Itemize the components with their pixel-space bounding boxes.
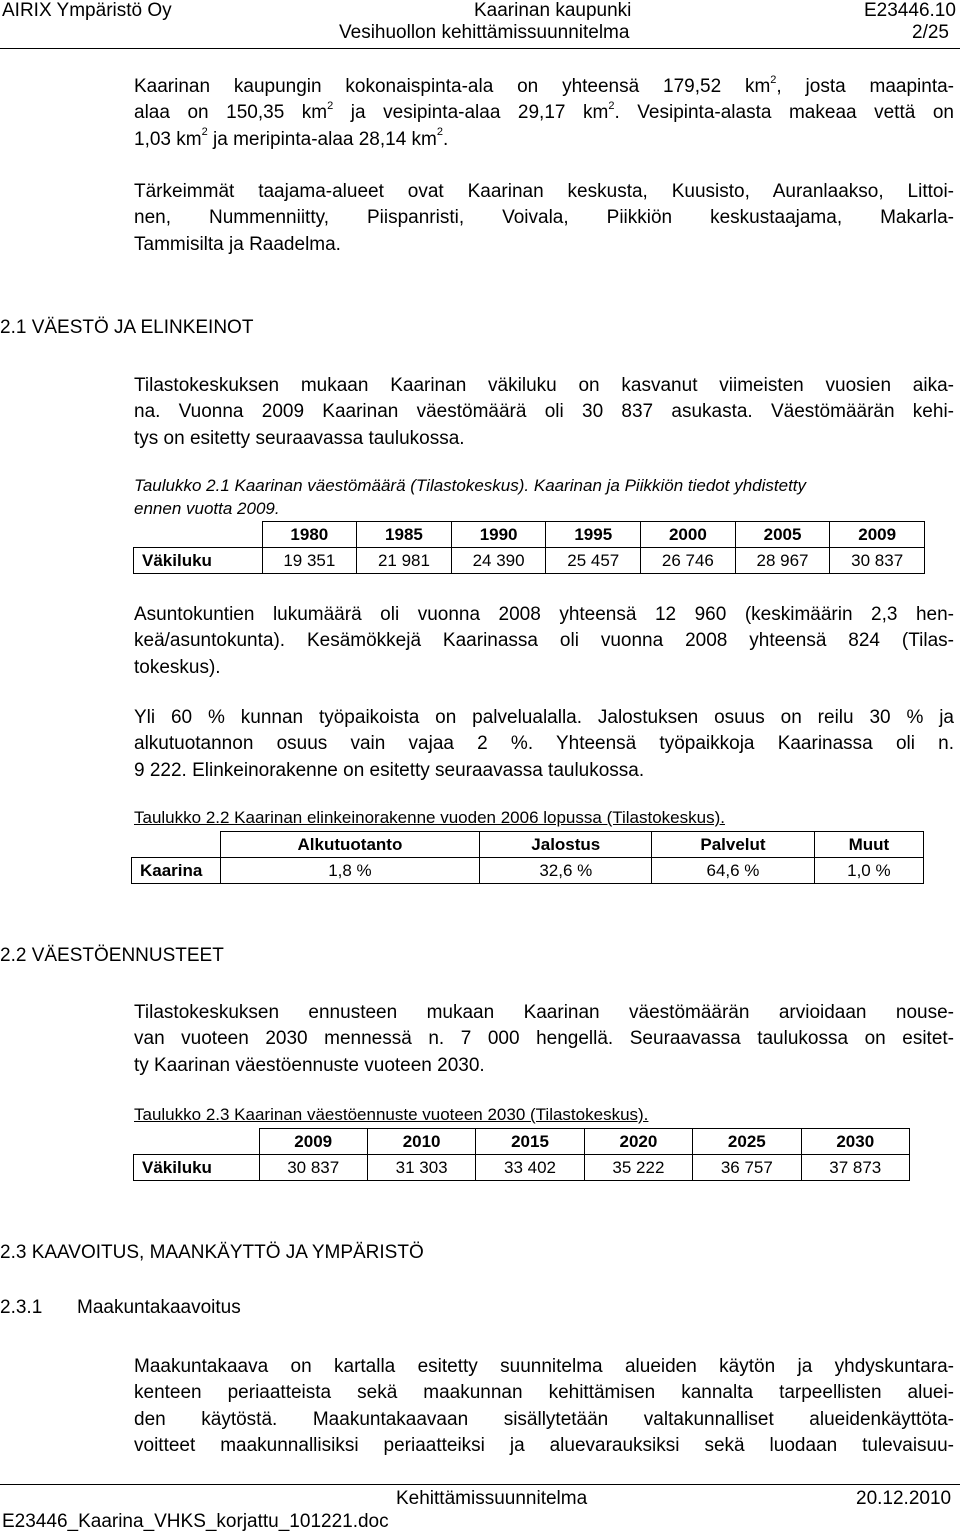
text-line: alaa on 150,35 $km^2$ ja vesipinta-alaa 29,17 $km^2$. Vesipinta-alasta makeaa vettä on bbox=[134, 99, 954, 124]
section-heading-2-1: 2.1 VÄESTÖ JA ELINKEINOT bbox=[0, 317, 254, 338]
text-line: na. Vuonna 2009 Kaarinan väestömäärä oli 30 837 asukasta. Väestömäärän kehi- bbox=[134, 401, 954, 423]
table-cell: 33 402 bbox=[476, 1155, 584, 1181]
text-line: Maakuntakaava on kartalla esitetty suunnitelma alueiden käytön ja yhdyskuntara- bbox=[134, 1356, 954, 1377]
table-cell: 25 457 bbox=[546, 548, 641, 574]
header-plan-title: Vesihuollon kehittämissuunnitelma bbox=[339, 22, 630, 43]
table-cell: 24 390 bbox=[451, 548, 546, 574]
text-line: den käytöstä. Maakuntakaavaan sisällytetään valtakunnalliset alueidenkäyttöta- bbox=[134, 1408, 954, 1430]
text-line: ty Kaarinan väestöennuste vuoteen 2030. bbox=[134, 1054, 485, 1076]
section-2-1-paragraph-1 bbox=[134, 373, 954, 452]
table-corner-cell bbox=[132, 832, 221, 858]
section-2-2-paragraph-1 bbox=[134, 1000, 954, 1079]
table-header-cell: 2000 bbox=[641, 522, 736, 548]
table-cell: 35 222 bbox=[584, 1155, 692, 1181]
text-line: Yli 60 % kunnan työpaikoista on palvelualalla. Jalostuksen osuus on reilu 30 % ja bbox=[134, 707, 954, 728]
text-line: Tilastokeskuksen mukaan Kaarinan väkiluku on kasvanut viimeisten vuosien aika- bbox=[134, 375, 954, 396]
text-line: Kaarinan kaupungin kokonaispinta-ala on yhteensä 179,52 $km^2$, josta maapinta- bbox=[134, 73, 954, 97]
text-line: keä/asuntokunta). Kesämökkejä Kaarinassa oli vuonna 2008 yhteensä 824 (Tilas- bbox=[134, 630, 954, 652]
table-header-cell: 2020 bbox=[584, 1129, 692, 1155]
table-header-cell: 2005 bbox=[735, 522, 830, 548]
section-2-1-paragraph-2 bbox=[134, 602, 954, 681]
table-cell: 26 746 bbox=[641, 548, 736, 574]
table-header-cell: 1985 bbox=[357, 522, 452, 548]
text-line: Tärkeimmät taajama-alueet ovat Kaarinan keskusta, Kuusisto, Auranlaakso, Littoi- bbox=[134, 181, 954, 202]
text-line: 1,03 $km^2$ ja meripinta-alaa 28,14 $km^2$. bbox=[134, 126, 449, 150]
table-cell: 21 981 bbox=[357, 548, 452, 574]
table-cell: 30 837 bbox=[259, 1155, 367, 1181]
intro-paragraph-2 bbox=[134, 179, 954, 258]
table-row bbox=[132, 858, 924, 884]
text-line: tys on esitetty seuraavassa taulukossa. bbox=[134, 427, 465, 449]
population-table bbox=[133, 521, 925, 574]
table-row-label: Kaarina bbox=[132, 858, 221, 884]
table-header-row bbox=[132, 832, 924, 858]
table-row-label: Väkiluku bbox=[134, 548, 263, 574]
table-header-cell: 2009 bbox=[830, 522, 925, 548]
table-header-cell: Jalostus bbox=[480, 832, 652, 858]
text-line: Tammisilta ja Raadelma. bbox=[134, 233, 341, 255]
text-line: 9 222. Elinkeinorakenne on esitetty seuraavassa taulukossa. bbox=[134, 759, 645, 781]
text-line: voitteet maakunnallisiksi periaatteiksi ja aluevarauksiksi sekä luodaan tulevaisuu- bbox=[134, 1434, 954, 1456]
table-row bbox=[134, 548, 925, 574]
footer-divider bbox=[0, 1484, 960, 1485]
table-cell: 32,6 % bbox=[480, 858, 652, 884]
table-header-cell: 2025 bbox=[693, 1129, 801, 1155]
table-cell: 64,6 % bbox=[652, 858, 815, 884]
text-line: Tilastokeskuksen ennusteen mukaan Kaarinan väestömäärän arvioidaan nouse- bbox=[134, 1002, 954, 1023]
section-heading-2-3: 2.3 KAAVOITUS, MAANKÄYTTÖ JA YMPÄRISTÖ bbox=[0, 1242, 424, 1263]
section-2-1-paragraph-3 bbox=[134, 705, 954, 784]
table-cell: 19 351 bbox=[262, 548, 357, 574]
table-header-cell: 1995 bbox=[546, 522, 641, 548]
table-header-row bbox=[134, 522, 925, 548]
table-3-caption: Taulukko 2.3 Kaarinan väestöennuste vuoteen 2030 (Tilastokeskus). bbox=[134, 1105, 649, 1124]
table-cell: 1,8 % bbox=[220, 858, 480, 884]
table-cell: 30 837 bbox=[830, 548, 925, 574]
industry-structure-table bbox=[131, 831, 924, 884]
table-header-cell: 2010 bbox=[367, 1129, 475, 1155]
table-cell: 31 303 bbox=[367, 1155, 475, 1181]
table-header-cell: 2030 bbox=[801, 1129, 909, 1155]
table-corner-cell bbox=[134, 522, 263, 548]
header-page-number: 2/25 bbox=[912, 22, 949, 43]
table-header-cell: Muut bbox=[814, 832, 923, 858]
table-cell: 36 757 bbox=[693, 1155, 801, 1181]
table-row-label: Väkiluku bbox=[134, 1155, 260, 1181]
table-header-cell: 2009 bbox=[259, 1129, 367, 1155]
table-header-cell: 1990 bbox=[451, 522, 546, 548]
table-cell: 1,0 % bbox=[814, 858, 923, 884]
table-1-caption-line-2: ennen vuotta 2009. bbox=[134, 499, 280, 518]
table-1-caption-line-1: Taulukko 2.1 Kaarinan väestömäärä (Tilastokeskus). Kaarinan ja Piikkiön tiedot yhdistetty bbox=[134, 476, 807, 495]
section-2-3-1-paragraph bbox=[134, 1354, 954, 1459]
text-line: van vuoteen 2030 mennessä n. 7 000 hengellä. Seuraavassa taulukossa on esitet- bbox=[134, 1028, 954, 1050]
text-line: Asuntokuntien lukumäärä oli vuonna 2008 yhteensä 12 960 (keskimäärin 2,3 hen- bbox=[134, 604, 954, 625]
header-client: Kaarinan kaupunki bbox=[474, 0, 632, 21]
table-header-cell: 2015 bbox=[476, 1129, 584, 1155]
table-header-cell: Alkutuotanto bbox=[220, 832, 480, 858]
footer-date: 20.12.2010 bbox=[856, 1488, 952, 1509]
table-corner-cell bbox=[134, 1129, 260, 1155]
population-forecast-table bbox=[133, 1128, 910, 1181]
subsection-title: Maakuntakaavoitus bbox=[77, 1297, 241, 1318]
table-row bbox=[134, 1155, 910, 1181]
table-cell: 28 967 bbox=[735, 548, 830, 574]
intro-paragraph-area bbox=[134, 74, 954, 153]
footer-doc-type: Kehittämissuunnitelma bbox=[396, 1488, 588, 1509]
subsection-number: 2.3.1 bbox=[0, 1297, 43, 1318]
text-line: tokeskus). bbox=[134, 656, 221, 678]
text-line: alkutuotannon osuus vain vajaa 2 %. Yhteensä työpaikkoja Kaarinassa oli n. bbox=[134, 733, 954, 755]
table-2-caption: Taulukko 2.2 Kaarinan elinkeinorakenne vuoden 2006 lopussa (Tilastokeskus). bbox=[134, 808, 725, 827]
header-company: AIRIX Ympäristö Oy bbox=[2, 0, 172, 21]
table-header-cell: Palvelut bbox=[652, 832, 815, 858]
footer-filename: E23446_Kaarina_VHKS_korjattu_101221.doc bbox=[2, 1511, 389, 1532]
table-header-row bbox=[134, 1129, 910, 1155]
header-divider bbox=[0, 48, 960, 49]
table-cell: 37 873 bbox=[801, 1155, 909, 1181]
header-doc-code: E23446.10 bbox=[864, 0, 956, 21]
table-header-cell: 1980 bbox=[262, 522, 357, 548]
text-line: nen, Nummenniitty, Piispanristi, Voivala, Piikkiön keskustaajama, Makarla- bbox=[134, 207, 954, 229]
text-line: kenteen periaatteista sekä maakunnan kehittämisen kannalta tarpeellisten aluei- bbox=[134, 1382, 954, 1404]
section-heading-2-2: 2.2 VÄESTÖENNUSTEET bbox=[0, 945, 224, 966]
